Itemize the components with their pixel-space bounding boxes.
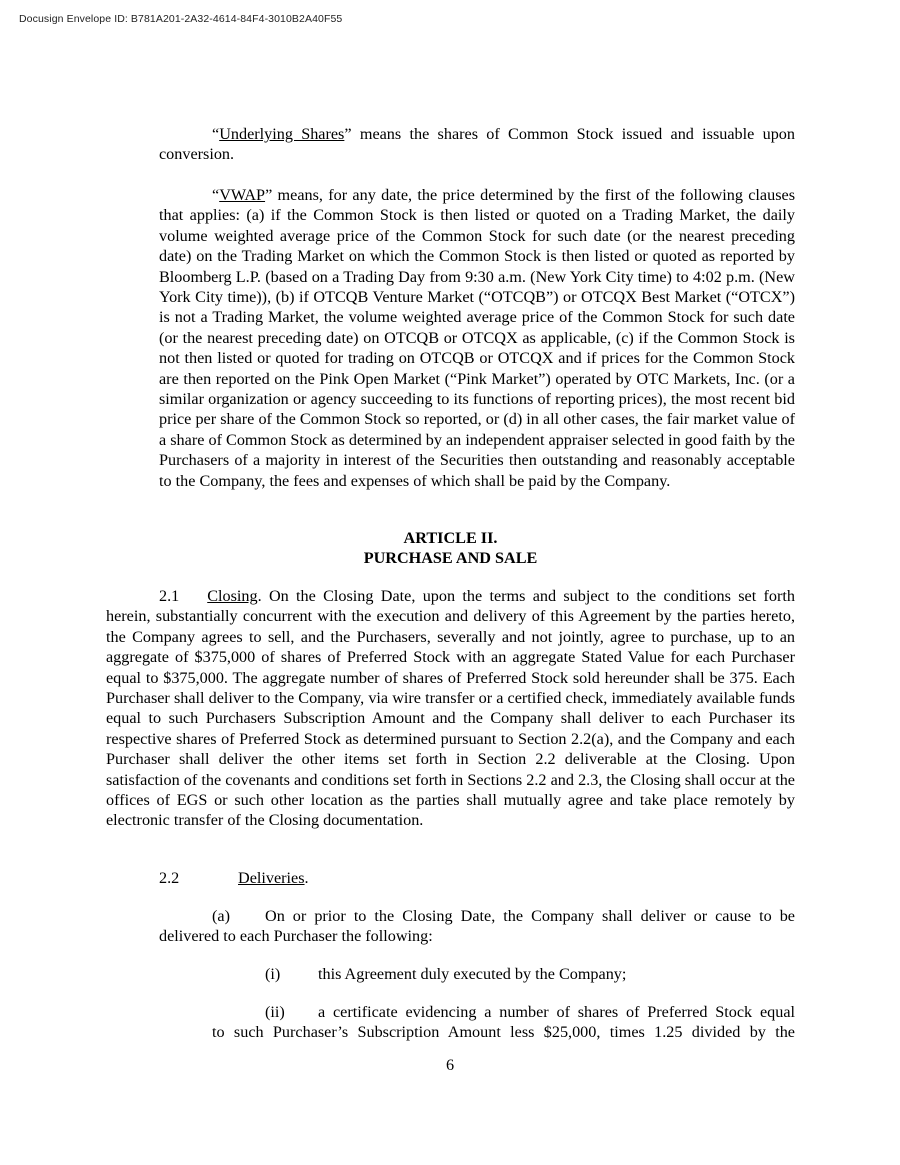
clause-a-line1: On or prior to the Closing Date, the Company shall deliver or cause to be <box>265 907 795 925</box>
section-2-2-heading: Deliveries. <box>238 869 309 887</box>
definition-vwap-body: ” means, for any date, the price determined by the first of the following clauses that applies: (a) if the Common Stock is then listed or quoted on a Trading Market, the daily volume weighted average price of the Common Stock for such date (or the nearest preceding date) on the Trading Market on which the Common Stock is then listed or quoted as reported by Bloomberg L.P. (based on a Trading Day from 9:30 a.m. (New York City time) to 4:02 p.m. (New York City time)), (b) if OTCQB Venture Market (“OTCQB”) or OTCQX Best Market (“OTCX”) is not a Trading Market, the volume weighted average price of the Common Stock for such date (or the nearest preceding date) on OTCQB or OTCQX as applicable, (c) if the Common Stock is not then listed or quoted for trading on OTCQB or OTCQX and if prices for the Common Stock are then reported on the Pink Open Market (“Pink Market”) operated by OTC Markets, Inc. (or a similar organization or agency succeeding to its functions of reporting prices), the most recent bid price per share of the Common Stock so reported, or (d) in all other cases, the fair market value of a share of Common Stock as determined by an independent appraiser selected in good faith by the Purchasers of a majority in interest of the Securities then outstanding and reasonably acceptable to the Company, the fees and expenses of which shall be paid by the Company. <box>159 186 795 490</box>
clause-i-label: (i) <box>265 965 281 983</box>
clause-a-line2: delivered to each Purchaser the following: <box>159 927 433 945</box>
clause-ii-line1: a certificate evidencing a number of shares of Preferred Stock equal <box>318 1003 795 1021</box>
term-underlying-shares: Underlying Shares <box>219 125 345 143</box>
section-2-2-number: 2.2 <box>159 869 180 887</box>
section-2-1-number: 2.1 <box>159 587 180 605</box>
clause-ii-line2: to such Purchaser’s Subscription Amount less $25,000, times 1.25 divided by the <box>212 1023 795 1041</box>
clause-ii-label: (ii) <box>265 1003 285 1021</box>
section-2-1-title: Closing <box>207 587 258 605</box>
section-2-1-body: . On the Closing Date, upon the terms and subject to the conditions set forth herein, substantially concurrent with the execution and delivery of this Agreement by the parties hereto, the Company agrees to sell, and the Purchasers, severally and not jointly, agree to purchase, up to an aggregate of $375,000 of shares of Preferred Stock with an aggregate Stated Value for each Purchaser equal to $375,000. The aggregate number of shares of Preferred Stock sold hereunder shall be 375. Each Purchaser shall deliver to the Company, via wire transfer or a certified check, immediately available funds equal to such Purchasers Subscription Amount and the Company shall deliver to each Purchaser its respective shares of Preferred Stock as determined pursuant to Section 2.2(a), and the Company and each Purchaser shall deliver the other items set forth in Section 2.2 deliverable at the Closing. Upon satisfaction of the covenants and conditions set forth in Sections 2.2 and 2.3, the Closing shall occur at the offices of EGS or such other location as the parties shall mutually agree and take place remotely by electronic transfer of the Closing documentation. <box>106 587 795 830</box>
definition-vwap: “VWAP” means, for any date, the price determined by the first of the following clauses that applies: (a) if the Common Stock is then listed or quoted on a Trading Market, the daily volume weighted average price of the Common Stock for such date (or the nearest preceding date) on the Trading Market on which the Common Stock is then listed or quoted as reported by Bloomberg L.P. (based on a Trading Day from 9:30 a.m. (New York City time) to 4:02 p.m. (New York City time)), (b) if OTCQB Venture Market (“OTCQB”) or OTCQX Best Market (“OTCX”) is not a Trading Market, the volume weighted average price of the Common Stock for such date (or the nearest preceding date) on OTCQB or OTCQX as applicable, (c) if the Common Stock is not then listed or quoted for trading on OTCQB or OTCQX and if prices for the Common Stock are then reported on the Pink Open Market (“Pink Market”) operated by OTC Markets, Inc. (or a similar organization or agency succeeding to its functions of reporting prices), the most recent bid price per share of the Common Stock so reported, or (d) in all other cases, the fair market value of a share of Common Stock as determined by an independent appraiser selected in good faith by the Purchasers of a majority in interest of the Securities then outstanding and reasonably acceptable to the Company, the fees and expenses of which shall be paid by the Company. <box>159 186 795 490</box>
section-2-1-closing <box>106 586 795 831</box>
clause-i-text: this Agreement duly executed by the Company; <box>318 965 627 983</box>
article-title: PURCHASE AND SALE <box>363 549 538 567</box>
definition-underlying-shares-body: ” means the shares of Common Stock issued and issuable upon conversion. <box>159 125 795 164</box>
clause-a-label: (a) <box>212 907 230 925</box>
term-vwap: VWAP <box>219 186 266 204</box>
definition-underlying-shares: “Underlying Shares” means the shares of Common Stock issued and issuable upon conversion. <box>159 125 795 164</box>
docusign-envelope-id: Docusign Envelope ID: B781A201-2A32-4614-84F4-3010B2A40F55 <box>19 13 343 25</box>
page-number: 6 <box>445 1056 455 1074</box>
section-2-2-title: Deliveries <box>238 869 305 887</box>
article-number: ARTICLE II. <box>403 529 498 547</box>
